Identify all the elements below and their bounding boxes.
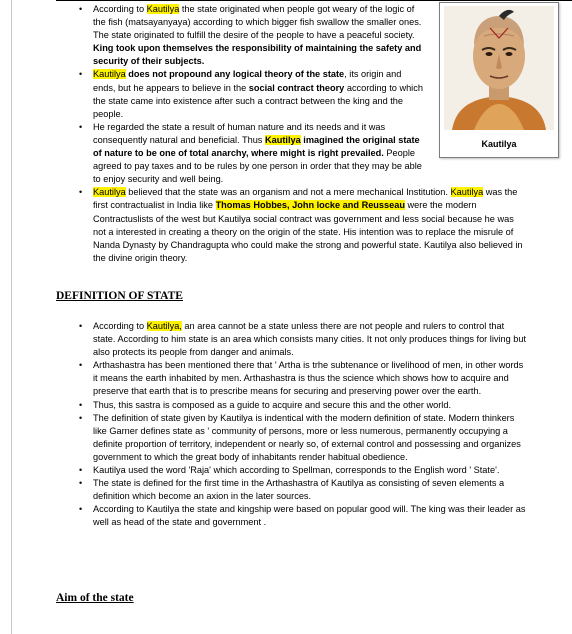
text-run: According to Kautilya the state and kingship were based on popular good will. The king was their leader as well as head of the state and government .	[93, 504, 526, 528]
definition-of-state-list	[79, 320, 529, 530]
portrait-caption: Kautilya	[481, 139, 517, 149]
text-run: was the first contractualist in India like	[93, 187, 518, 211]
text-run: were the modern Contractuslists of the west but Kautilya social contract was government and less social because he was not a interested in creating a theory on the origin of the state. His intention was to replace the misrule of Nanda Dynasty by Chandragupta who could make the strong and powerful state. Kautilya also believed in the divine origin theory.	[93, 200, 523, 263]
definition-bullet-item	[79, 412, 529, 464]
text-run: the state originated when people got weary of the logic of the fish (matsayanyaya) according to which bigger fish swallow the smaller ones. The state originated to fulfill the desire of the people to have a peaceful society.	[93, 4, 422, 41]
bullet-marker: •	[79, 121, 83, 132]
definition-of-state-heading: DEFINITION OF STATE	[56, 290, 183, 302]
origin-bullet-item	[79, 186, 529, 265]
kautilya-portrait-image	[444, 6, 554, 130]
highlighted-text: Kautilya	[93, 69, 126, 80]
text-run: , its origin and ends, but he appears to believe in the	[93, 69, 402, 93]
text-run: Kautilya used the word 'Raja' which according to Spellman, corresponds to the English word ' State'.	[93, 465, 500, 476]
bullet-marker: •	[79, 504, 83, 515]
left-margin-line	[11, 0, 12, 634]
text-run: People agreed to pay taxes and to be rules by one person in order that they may be able to enjoy security and well being.	[93, 148, 422, 185]
bullet-marker: •	[79, 69, 83, 80]
top-border-line	[56, 0, 572, 1]
highlighted-text: Kautilya	[146, 4, 180, 14]
bullet-marker: •	[79, 465, 83, 476]
text-run: an area cannot be a state unless there are not people and rulers to control that state. According to him state is an area which consists many cities. It not only produces things for living but also protects its people from danger and animals.	[93, 321, 527, 358]
highlighted-text: Kautilya	[264, 134, 301, 145]
text-run: does not propound any logical theory of the state	[125, 69, 345, 80]
text-run: imagined the original state of nature to be one of total anarchy, where might is right prevailed.	[93, 134, 420, 159]
origin-bullet-item	[79, 3, 423, 68]
origin-bullet-item	[79, 68, 423, 120]
kautilya-portrait-figure	[439, 2, 559, 158]
bullet-marker: •	[79, 399, 83, 410]
aim-of-state-heading: Aim of the state	[56, 592, 134, 604]
definition-bullet-item	[79, 477, 529, 503]
bullet-marker: •	[79, 360, 83, 371]
text-run: Thus, this sastra is composed as a guide to acquire and secure this and the other world.	[93, 399, 451, 410]
origin-bullet-item	[79, 121, 423, 186]
highlighted-text: Kautilya	[450, 187, 484, 198]
text-run: Arthashastra has been mentioned there that ' Artha is trhe subtenance or livelihood of men, in other words it means the earth inhabited by men. Arthashastra is thus the science which shows how to acquire and preserve that earth that is to prescribe means for securing and preserving power over the earth.	[93, 360, 524, 397]
bullet-marker: •	[79, 412, 83, 423]
text-run: The state is defined for the first time in the Arthashastra of Kautilya as consisting of seven elements a definition which become an axion in the later sources.	[93, 478, 505, 502]
text-run: believed that the state was an organism and not a mere mechanical Institution.	[125, 187, 451, 198]
definition-bullet-item	[79, 464, 529, 477]
text-run: According to	[93, 4, 147, 14]
highlighted-text: Kautilya,	[146, 321, 182, 331]
text-run: He regarded the state a result of human nature and its needs and it was consequently natural and beneficial. Thus	[93, 121, 386, 145]
text-run: according to which the state came into existence after such a contract between the king and the people.	[93, 82, 423, 119]
definition-bullet-item	[79, 503, 529, 529]
definition-bullet-item	[79, 359, 529, 398]
highlighted-text: Thomas Hobbes, John locke and Reusseau	[215, 200, 405, 211]
definition-bullet-item	[79, 399, 529, 412]
definition-bullet-item	[79, 320, 529, 359]
text-run: The definition of state given by Kautilya is indentical with the modern definition of state. Modern thinkers like Garner defines state as ' community of persons, more or less numerous, permanently occupying a definite proportion of territory, independent or nearly so, of external control and possessing and organizes government to which the great body of inhabitants render habitual obedience.	[93, 412, 521, 462]
bullet-marker: •	[79, 321, 83, 331]
text-run: King took upon themselves the responsibility of maintaining the safety and security of their subjects.	[93, 43, 422, 67]
bullet-marker: •	[79, 4, 83, 14]
bullet-marker: •	[79, 187, 83, 198]
bullet-marker: •	[79, 478, 83, 489]
text-run: According to	[93, 321, 147, 331]
highlighted-text: Kautilya	[93, 187, 126, 198]
text-run: social contract theory	[248, 82, 345, 93]
